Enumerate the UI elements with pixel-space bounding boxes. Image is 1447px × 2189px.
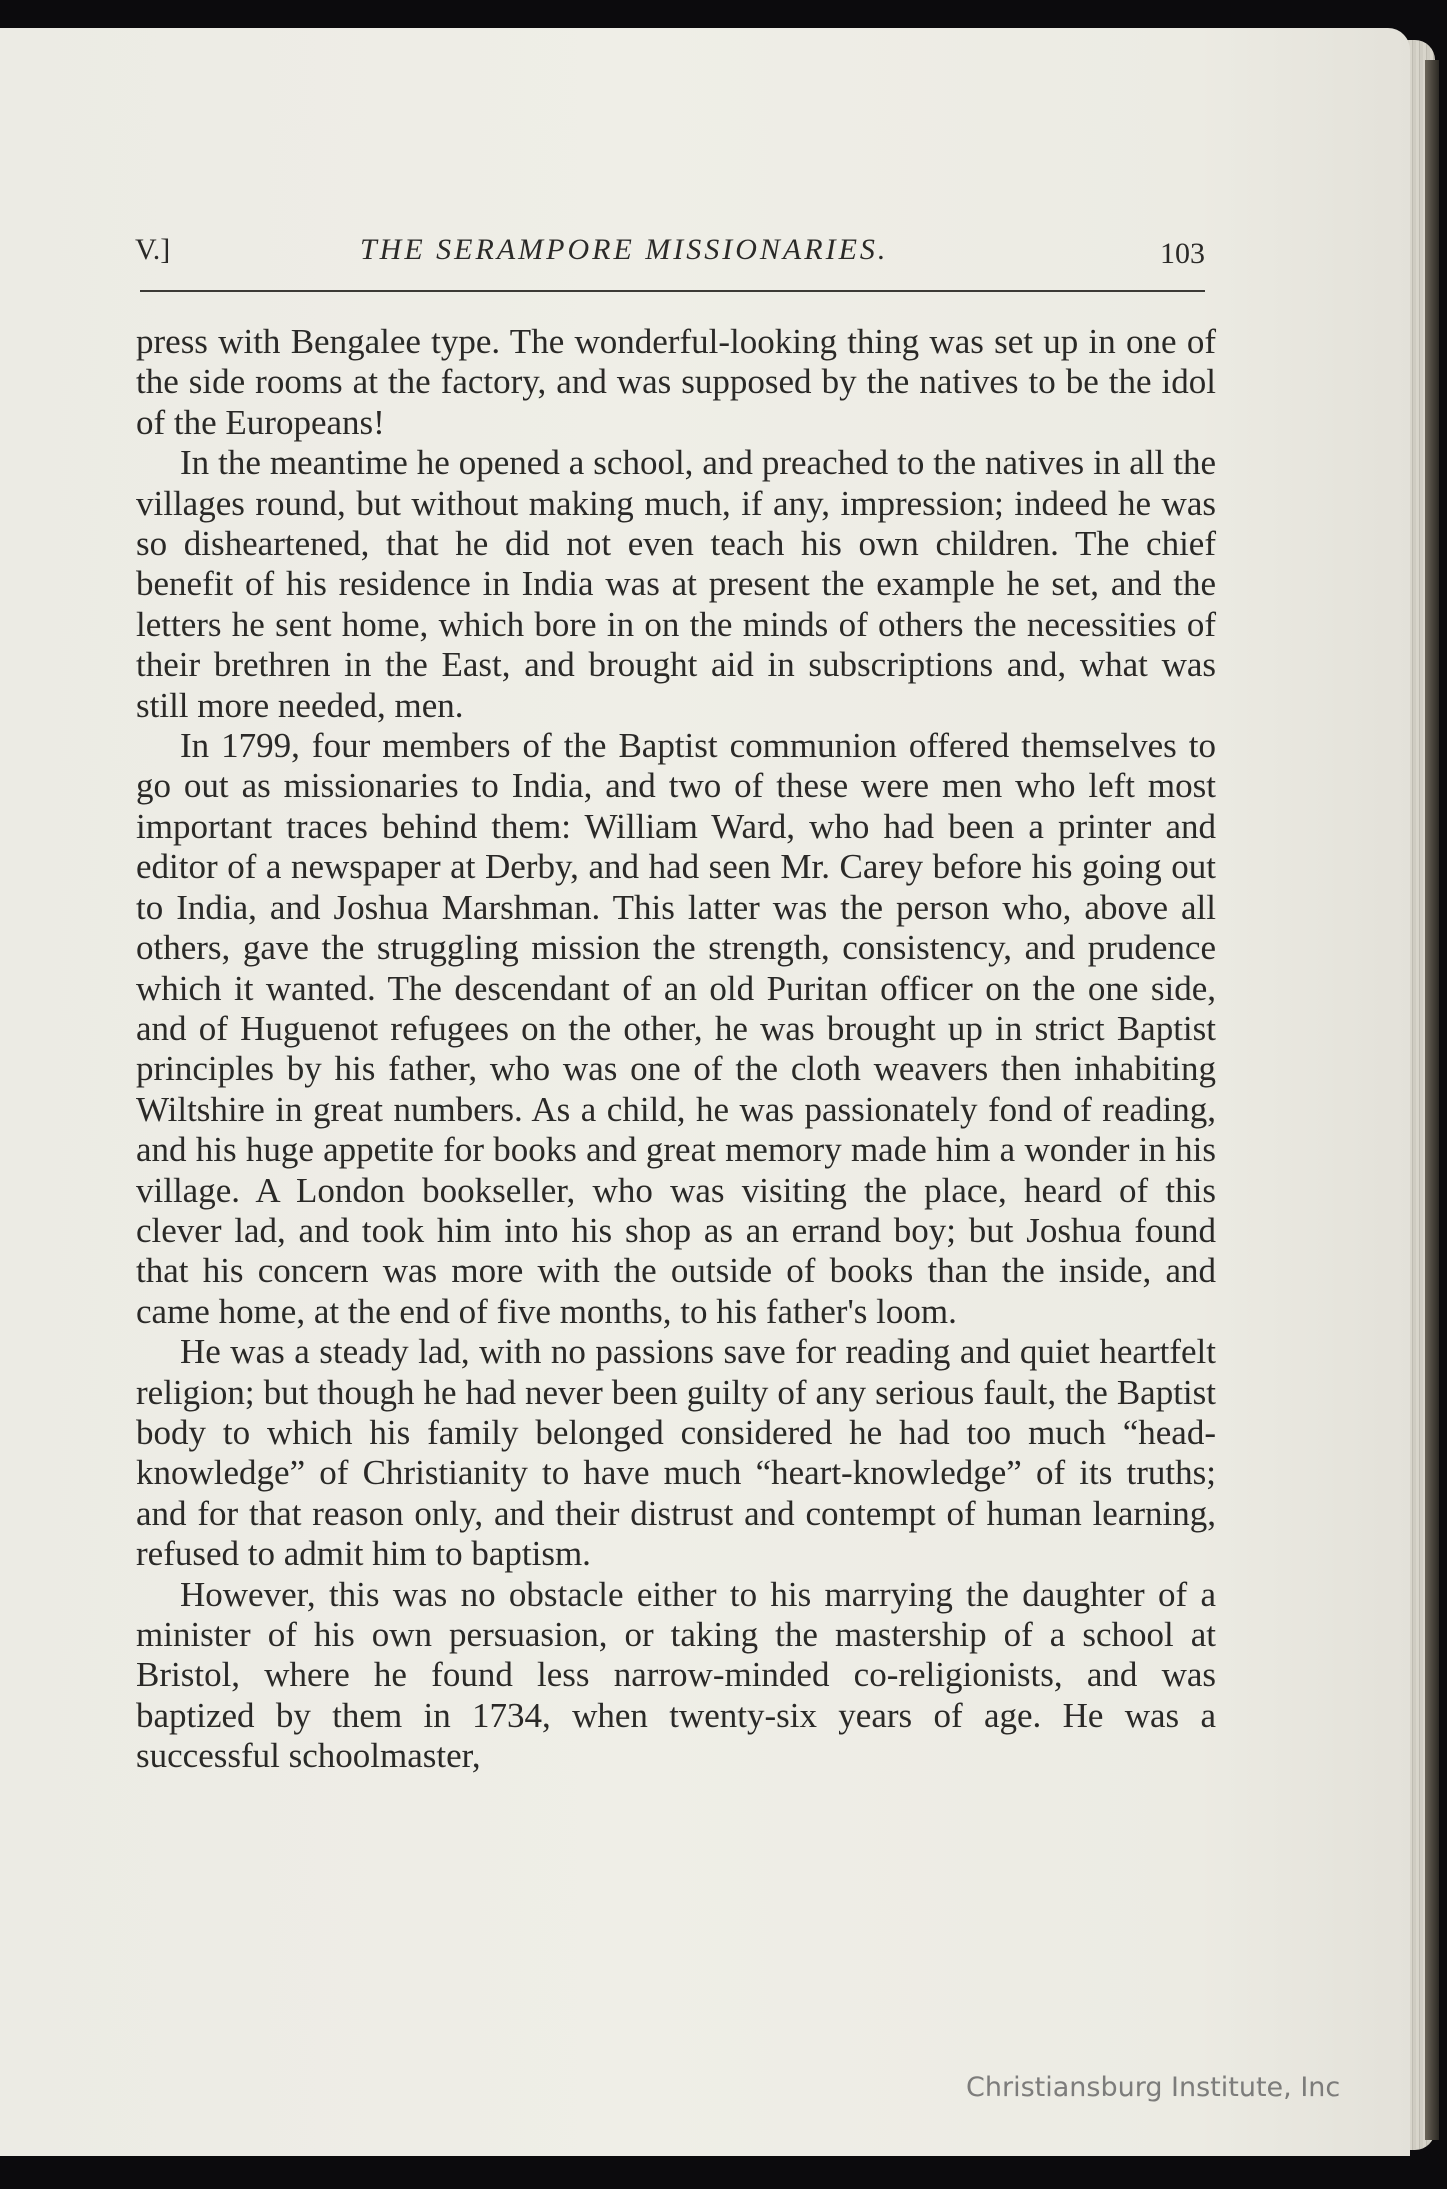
running-head	[135, 233, 1205, 283]
paragraph: In the meantime he opened a school, and preached to the natives in all the villages round, but without making much, if any, impression; indeed he was so disheartened, that he did not even teach his own children. The chief benefit of his residence in India was at present the example he set, and the letters he sent home, which bore in on the minds of others the necessities of their brethren in the East, and brought aid in subscriptions and, what was still more needed, men.	[136, 443, 1216, 725]
book-spine-shadow	[1425, 60, 1439, 2140]
header-rule	[140, 290, 1205, 292]
watermark: Christiansburg Institute, Inc	[966, 2072, 1341, 2103]
paragraph: He was a steady lad, with no passions save for reading and quiet heartfelt religion; but though he had never been guilty of any serious fault, the Baptist body to which his family belonged considered he had too much “head-knowledge” of Christianity to have much “heart-knowledge” of its truths; and for that reason only, and their distrust and contempt of human learning, refused to admit him to baptism.	[136, 1332, 1216, 1574]
paragraph: press with Bengalee type. The wonderful-looking thing was set up in one of the side rooms at the factory, and was supposed by the natives to be the idol of the Europeans!	[136, 322, 1216, 442]
body-text	[136, 322, 1216, 1777]
running-title: THE SERAMPORE MISSIONARIES.	[360, 233, 889, 266]
paragraph: However, this was no obstacle either to his marrying the daughter of a minister of his own persuasion, or taking the mastership of a school at Bristol, where he found less narrow-minded co-religionists, and was baptized by them in 1734, when twenty-six years of age. He was a successful schoolmaster,	[136, 1574, 1216, 1776]
paragraph: In 1799, four members of the Baptist communion offered themselves to go out as missionaries to India, and two of these were men who left most important traces behind them: William Ward, who had been a printer and editor of a newspaper at Derby, and had seen Mr. Carey before his going out to India, and Joshua Marshman. This latter was the person who, above all others, gave the struggling mission the strength, consistency, and prudence which it wanted. The descendant of an old Puritan officer on the one side, and of Huguenot refugees on the other, he was brought up in strict Baptist principles by his father, who was one of the cloth weavers then inhabiting Wiltshire in great numbers. As a child, he was passionately fond of reading, and his huge appetite for books and great memory made him a wonder in his village. A London bookseller, who was visiting the place, heard of this clever lad, and took him into his shop as an errand boy; but Joshua found that his concern was more with the outside of books than the inside, and came home, at the end of five months, to his father's loom.	[136, 726, 1216, 1331]
book-page	[0, 28, 1410, 2156]
chapter-number: V.]	[135, 233, 171, 266]
page-number: 103	[1160, 237, 1205, 270]
